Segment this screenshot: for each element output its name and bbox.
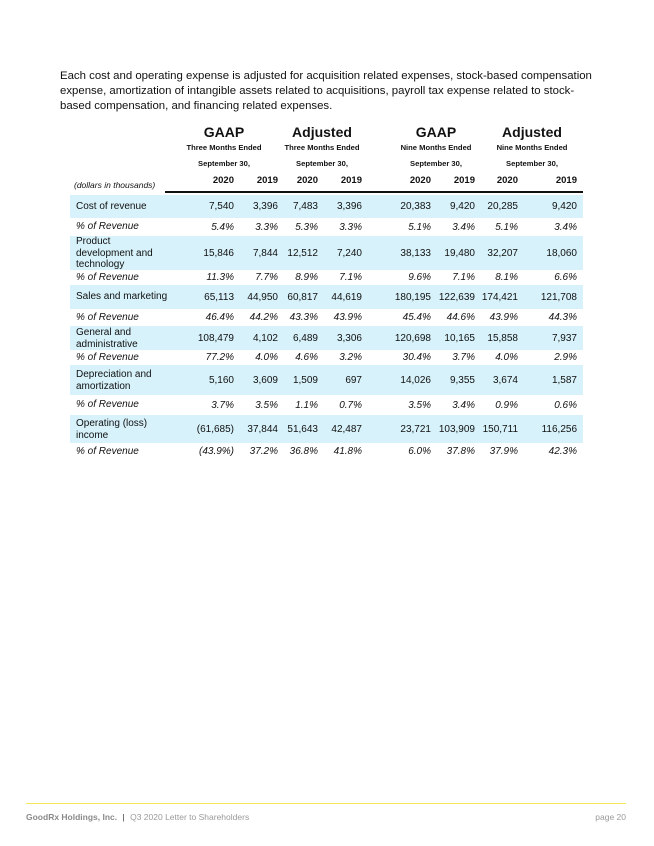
row-value: 3.7% bbox=[452, 352, 475, 363]
row-value: 1,587 bbox=[551, 375, 577, 386]
row-label: General and administrative bbox=[76, 327, 138, 350]
row-label: % of Revenue bbox=[76, 272, 139, 283]
row-label: Product development and technology bbox=[76, 236, 153, 270]
row-value: 7.1% bbox=[452, 272, 475, 283]
row-value: 43.9% bbox=[333, 312, 362, 323]
row-label: Depreciation and amortization bbox=[76, 369, 152, 392]
year-header-row bbox=[165, 175, 583, 190]
table-row bbox=[70, 236, 583, 270]
footer-doc-title: Q3 2020 Letter to Shareholders bbox=[130, 812, 250, 822]
group-date: September 30, bbox=[198, 159, 250, 168]
row-value: 180,195 bbox=[394, 292, 431, 303]
row-value: 41.8% bbox=[333, 446, 362, 457]
row-value: 697 bbox=[345, 375, 362, 386]
row-value: 36.8% bbox=[289, 446, 318, 457]
row-value: 44.2% bbox=[249, 312, 278, 323]
row-value: 5.1% bbox=[495, 222, 518, 233]
row-value: 10,165 bbox=[444, 333, 475, 344]
row-value: 3.5% bbox=[408, 400, 431, 411]
row-value: 0.7% bbox=[339, 400, 362, 411]
row-value: 9,420 bbox=[449, 201, 475, 212]
table-row bbox=[70, 350, 583, 365]
row-value: 121,708 bbox=[540, 292, 577, 303]
row-value: 3.3% bbox=[339, 222, 362, 233]
row-value: 122,639 bbox=[438, 292, 475, 303]
row-value: 3,396 bbox=[336, 201, 362, 212]
row-value: 44,619 bbox=[331, 292, 362, 303]
year-header: 2020 bbox=[409, 175, 431, 186]
row-value: 20,285 bbox=[487, 201, 518, 212]
row-value: 46.4% bbox=[205, 312, 234, 323]
row-label: % of Revenue bbox=[76, 312, 139, 323]
group-title: Adjusted bbox=[292, 124, 352, 140]
row-value: 4.6% bbox=[295, 352, 318, 363]
row-label: % of Revenue bbox=[76, 352, 139, 363]
year-header: 2019 bbox=[340, 175, 362, 186]
row-value: 20,383 bbox=[400, 201, 431, 212]
row-value: 43.9% bbox=[489, 312, 518, 323]
group-date: September 30, bbox=[296, 159, 348, 168]
row-value: 32,207 bbox=[487, 248, 518, 259]
row-value: 5.1% bbox=[408, 222, 431, 233]
row-label: Operating (loss) income bbox=[76, 418, 148, 441]
row-value: 7,240 bbox=[336, 248, 362, 259]
row-value: 9.6% bbox=[408, 272, 431, 283]
year-header: 2019 bbox=[555, 175, 577, 186]
table-row bbox=[70, 309, 583, 326]
row-value: 6,489 bbox=[292, 333, 318, 344]
row-value: 42.3% bbox=[548, 446, 577, 457]
row-value: 37.9% bbox=[489, 446, 518, 457]
row-value: 116,256 bbox=[541, 424, 577, 435]
row-value: 44,950 bbox=[247, 292, 278, 303]
row-value: 9,355 bbox=[449, 375, 475, 386]
row-value: 150,711 bbox=[482, 424, 518, 435]
group-period: Three Months Ended bbox=[186, 143, 262, 152]
footer-left bbox=[26, 812, 249, 822]
row-value: 60,817 bbox=[287, 292, 318, 303]
row-value: 65,113 bbox=[204, 292, 234, 303]
table-row bbox=[70, 270, 583, 285]
table-row bbox=[70, 415, 583, 443]
row-value: 3.4% bbox=[452, 222, 475, 233]
row-value: 37.8% bbox=[446, 446, 475, 457]
group-period: Nine Months Ended bbox=[400, 143, 472, 152]
header-rule bbox=[165, 191, 583, 193]
row-value: 3.3% bbox=[255, 222, 278, 233]
row-value: 30.4% bbox=[402, 352, 431, 363]
group-title: GAAP bbox=[415, 124, 457, 140]
year-header: 2019 bbox=[256, 175, 278, 186]
row-value: (61,685) bbox=[196, 424, 234, 435]
row-value: 3.2% bbox=[339, 352, 362, 363]
row-value: 7.7% bbox=[255, 272, 278, 283]
group-period: Nine Months Ended bbox=[496, 143, 568, 152]
row-value: 5.4% bbox=[211, 222, 234, 233]
year-header: 2020 bbox=[296, 175, 318, 186]
row-value: 37,844 bbox=[247, 424, 278, 435]
year-header: 2020 bbox=[212, 175, 234, 186]
row-value: 174,421 bbox=[481, 292, 518, 303]
row-value: 38,133 bbox=[400, 248, 431, 259]
row-value: 103,909 bbox=[438, 424, 475, 435]
row-value: 6.6% bbox=[554, 272, 577, 283]
row-value: 5,160 bbox=[208, 375, 234, 386]
group-date: September 30, bbox=[506, 159, 558, 168]
row-value: 3,609 bbox=[252, 375, 278, 386]
row-value: 1.1% bbox=[295, 400, 318, 411]
row-value: 120,698 bbox=[394, 333, 431, 344]
footer-page-number: page 20 bbox=[595, 812, 626, 822]
row-label: % of Revenue bbox=[76, 399, 139, 410]
row-label: % of Revenue bbox=[76, 221, 139, 232]
group-date: September 30, bbox=[410, 159, 462, 168]
row-value: 3.4% bbox=[554, 222, 577, 233]
row-value: 0.6% bbox=[554, 400, 577, 411]
table-row bbox=[70, 395, 583, 415]
row-value: 37.2% bbox=[249, 446, 278, 457]
row-value: 51,643 bbox=[287, 424, 318, 435]
row-value: 44.3% bbox=[548, 312, 577, 323]
row-label: Cost of revenue bbox=[76, 201, 147, 212]
row-value: 15,858 bbox=[487, 333, 518, 344]
footer-separator: | bbox=[122, 812, 125, 822]
table-row bbox=[70, 285, 583, 309]
row-value: 12,512 bbox=[287, 248, 318, 259]
row-value: 44.6% bbox=[446, 312, 475, 323]
year-header: 2020 bbox=[496, 175, 518, 186]
row-value: 42,487 bbox=[331, 424, 362, 435]
row-value: 18,060 bbox=[546, 248, 577, 259]
table-row bbox=[70, 195, 583, 218]
table-row bbox=[70, 365, 583, 395]
row-value: 0.9% bbox=[495, 400, 518, 411]
row-value: 3,396 bbox=[252, 201, 278, 212]
row-label: Sales and marketing bbox=[76, 291, 168, 302]
row-value: 77.2% bbox=[205, 352, 234, 363]
row-value: 4.0% bbox=[255, 352, 278, 363]
row-value: 8.1% bbox=[495, 272, 518, 283]
row-value: 8.9% bbox=[295, 272, 318, 283]
row-value: 3,674 bbox=[492, 375, 518, 386]
row-value: 3.7% bbox=[211, 400, 234, 411]
row-value: 43.3% bbox=[289, 312, 318, 323]
row-value: 7,540 bbox=[208, 201, 234, 212]
row-value: 1,509 bbox=[292, 375, 318, 386]
row-value: 3,306 bbox=[336, 333, 362, 344]
row-value: 2.9% bbox=[554, 352, 577, 363]
units-label: (dollars in thousands) bbox=[74, 180, 156, 190]
group-title: GAAP bbox=[203, 124, 245, 140]
group-period: Three Months Ended bbox=[284, 143, 360, 152]
row-value: 3.5% bbox=[255, 400, 278, 411]
row-value: 108,479 bbox=[197, 333, 234, 344]
row-value: 7,483 bbox=[292, 201, 318, 212]
row-value: 5.3% bbox=[295, 222, 318, 233]
footer-rule bbox=[26, 803, 626, 804]
row-value: 15,846 bbox=[203, 248, 234, 259]
row-value: 14,026 bbox=[400, 375, 431, 386]
year-header: 2019 bbox=[453, 175, 475, 186]
row-label: % of Revenue bbox=[76, 446, 139, 457]
row-value: 3.4% bbox=[452, 400, 475, 411]
footer-company: GoodRx Holdings, Inc. bbox=[26, 812, 118, 822]
row-value: 7.1% bbox=[339, 272, 362, 283]
row-value: 9,420 bbox=[551, 201, 577, 212]
table-row bbox=[70, 218, 583, 236]
row-value: 11.3% bbox=[206, 272, 234, 283]
intro-paragraph: Each cost and operating expense is adjusted for acquisition related expenses, stock-based compensation expense, amortization of intangible assets related to acquisitions, payroll tax expense related to stock-based compensation, and financing related expenses. bbox=[60, 70, 592, 112]
row-value: 45.4% bbox=[402, 312, 431, 323]
table-row bbox=[70, 443, 583, 460]
group-title: Adjusted bbox=[502, 124, 562, 140]
table-row bbox=[70, 326, 583, 350]
row-value: (43.9%) bbox=[198, 446, 234, 457]
row-value: 6.0% bbox=[408, 446, 431, 457]
row-value: 7,844 bbox=[252, 248, 278, 259]
row-value: 7,937 bbox=[551, 333, 577, 344]
row-value: 23,721 bbox=[400, 424, 431, 435]
row-value: 4.0% bbox=[495, 352, 518, 363]
row-value: 4,102 bbox=[252, 333, 278, 344]
row-value: 19,480 bbox=[444, 248, 475, 259]
